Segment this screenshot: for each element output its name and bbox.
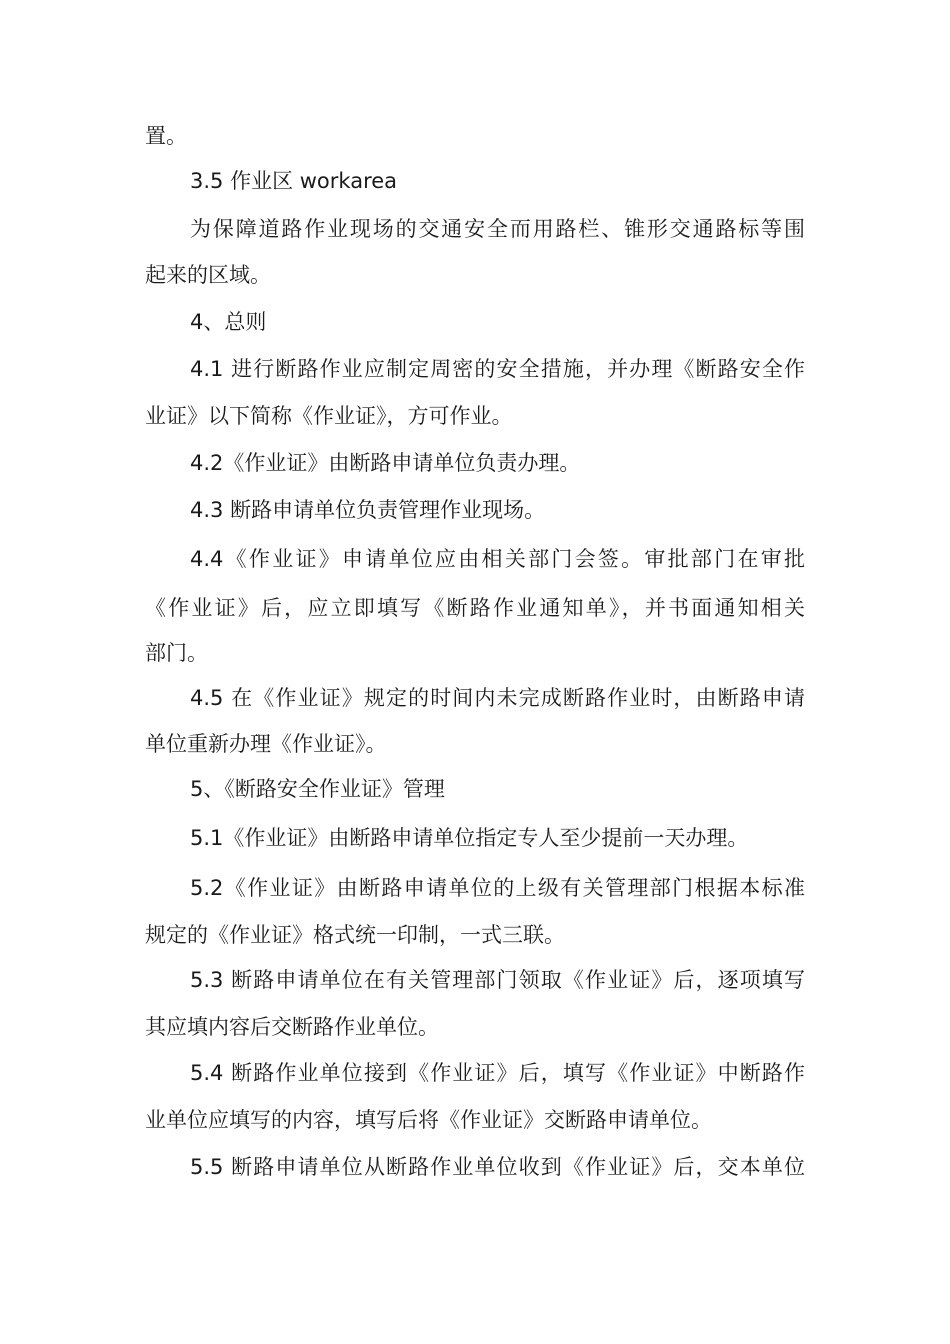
section-heading: 3.5 作业区 workarea [190, 169, 398, 193]
text-line: 5.2《作业证》由断路申请单位的上级有关管理部门根据本标准 [190, 876, 805, 900]
text-line: 5.4 断路作业单位接到《作业证》后，填写《作业证》中断路作 [190, 1061, 805, 1085]
text-line: 业单位应填写的内容，填写后将《作业证》交断路申请单位。 [145, 1108, 712, 1132]
section-heading: 5、《断路安全作业证》管理 [190, 777, 445, 801]
text-line: 业证》以下简称《作业证》，方可作业。 [145, 404, 513, 428]
text-line: 5.3 断路申请单位在有关管理部门领取《作业证》后，逐项填写 [190, 968, 805, 992]
section-heading: 4、总则 [190, 310, 267, 334]
text-line: 4.5 在《作业证》规定的时间内未完成断路作业时，由断路申请 [190, 686, 805, 710]
text-line: 规定的《作业证》格式统一印制，一式三联。 [145, 923, 565, 947]
text-line: 4.3 断路申请单位负责管理作业现场。 [190, 498, 546, 522]
text-line: 《作业证》后，应立即填写《断路作业通知单》，并书面通知相关 [145, 596, 805, 620]
text-line: 4.2《作业证》由断路申请单位负责办理。 [190, 451, 581, 475]
text-line: 其应填内容后交断路作业单位。 [145, 1015, 439, 1039]
text-line: 5.1《作业证》由断路申请单位指定专人至少提前一天办理。 [190, 826, 749, 850]
text-line: 4.4《作业证》申请单位应由相关部门会签。审批部门在审批 [190, 547, 805, 571]
text-line: 单位重新办理《作业证》。 [145, 732, 387, 756]
text-line: 为保障道路作业现场的交通安全而用路栏、锥形交通路标等围 [190, 217, 805, 241]
text-line: 起来的区域。 [145, 263, 271, 287]
text-line: 置。 [145, 124, 187, 148]
text-line: 5.5 断路申请单位从断路作业单位收到《作业证》后，交本单位 [190, 1155, 805, 1179]
text-line: 部门。 [145, 641, 208, 665]
text-line: 4.1 进行断路作业应制定周密的安全措施，并办理《断路安全作 [190, 357, 805, 381]
